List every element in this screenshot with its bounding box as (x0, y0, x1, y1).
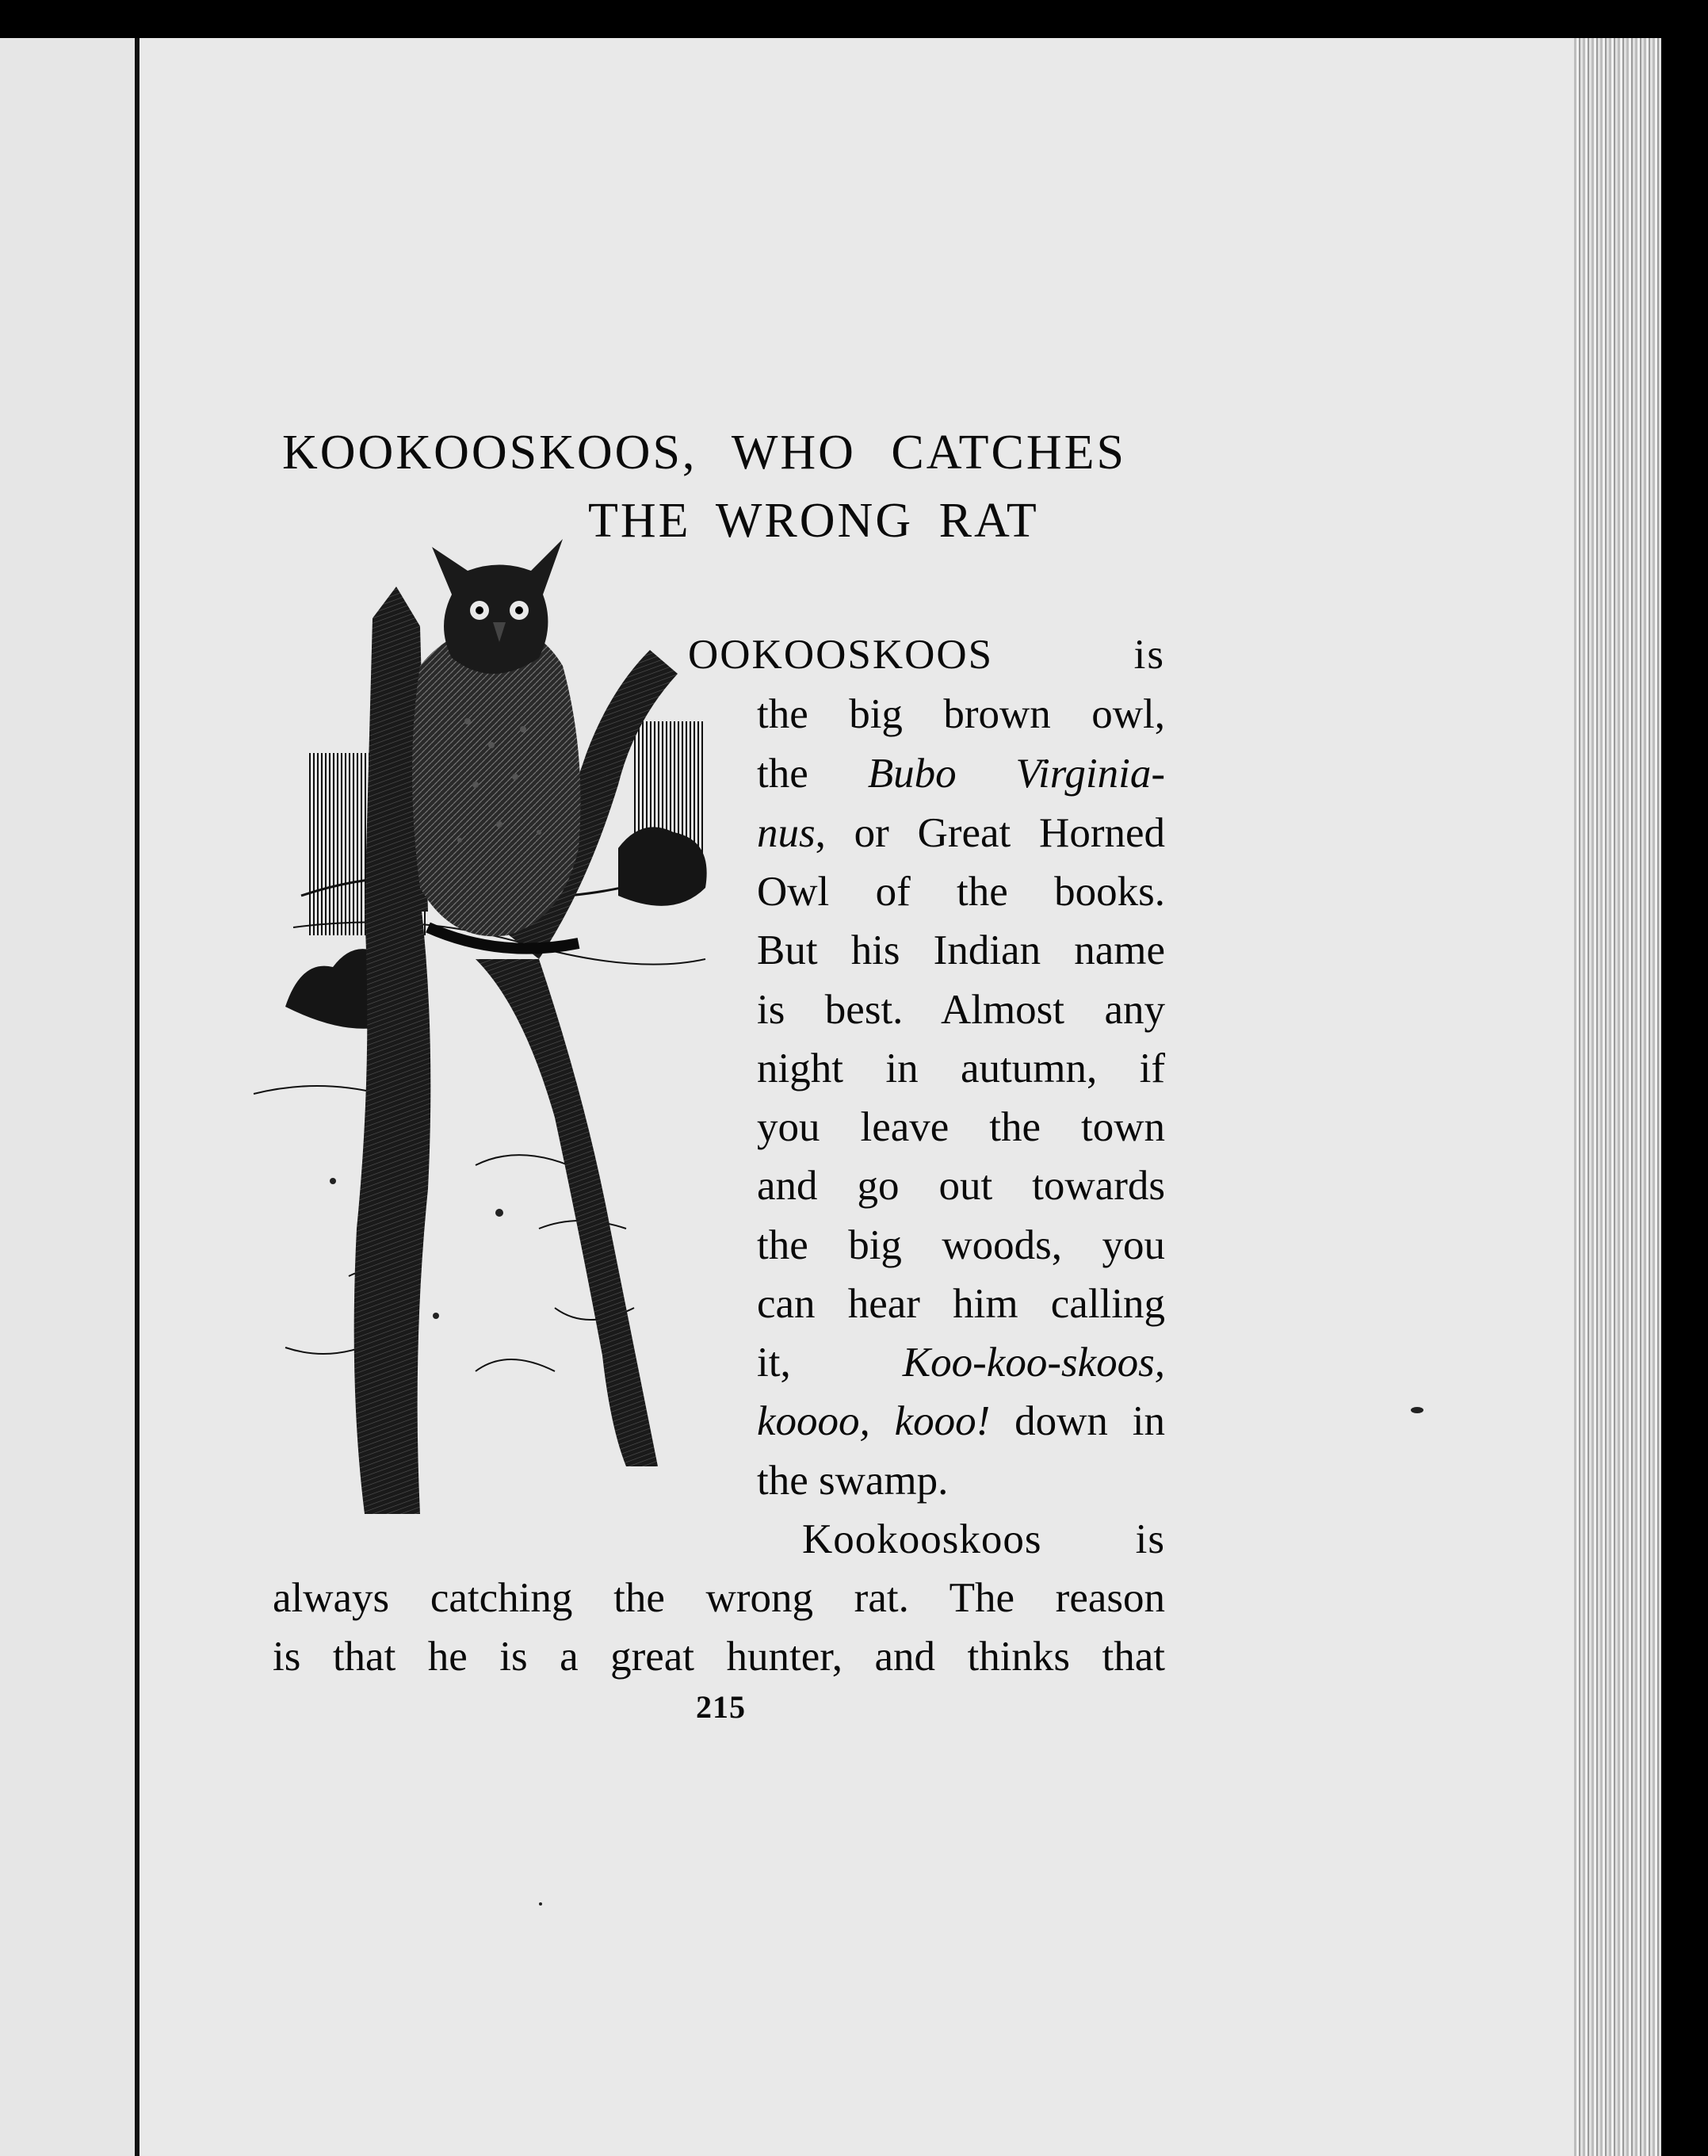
owl-on-branch-icon (238, 515, 753, 1546)
facing-page-edge (0, 38, 139, 2156)
text-line: you leave the town (757, 1104, 1165, 1150)
text-line: OOKOOSKOOS is (688, 632, 1165, 678)
scan-speck (1411, 1407, 1423, 1413)
text-line: nus, or Great Horned (757, 810, 1165, 856)
page-block-edge (1574, 38, 1661, 2156)
text-line: it, Koo-koo-skoos, (757, 1340, 1165, 1386)
scan-border (1661, 38, 1708, 2156)
text-line: the big woods, you (757, 1222, 1165, 1268)
page-number: 215 (696, 1689, 746, 1725)
text-line: Owl of the books. (757, 869, 1165, 915)
text-line: the swamp. (757, 1458, 949, 1504)
text-line: and go out towards (757, 1163, 1165, 1209)
text-line: But his Indian name (757, 927, 1165, 973)
scan-speck (539, 1902, 542, 1906)
text-line: the Bubo Virginia- (757, 751, 1165, 797)
text-line: Kookooskoos is (802, 1516, 1165, 1562)
text-line: always catching the wrong rat. The reason (273, 1575, 1165, 1621)
text-line: koooo, kooo! down in (757, 1398, 1165, 1444)
text-line: can hear him calling (757, 1281, 1165, 1327)
text-line: is that he is a great hunter, and thinks that (273, 1634, 1165, 1680)
text-line: is best. Almost any (757, 987, 1165, 1033)
text-line: the big brown owl, (757, 691, 1165, 737)
chapter-title-line-2: THE WRONG RAT (588, 494, 1039, 548)
text-line: night in autumn, if (757, 1046, 1165, 1091)
chapter-title-line-1: KOOKOOSKOOS, WHO CATCHES (282, 426, 1126, 480)
